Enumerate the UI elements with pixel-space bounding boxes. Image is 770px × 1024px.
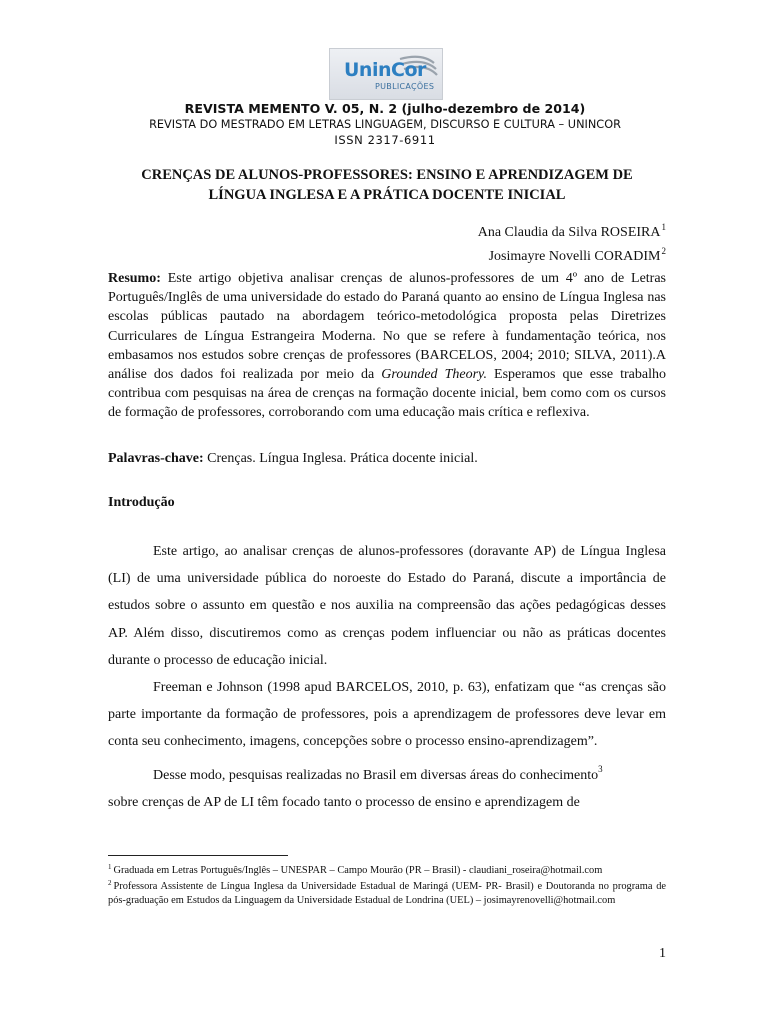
- footnote: [108, 877, 666, 907]
- footnotes: [108, 861, 666, 907]
- unincor-logo: [329, 48, 443, 100]
- author-list: [478, 218, 666, 266]
- footnote-ref[interactable]: 1: [661, 222, 666, 232]
- abstract: [108, 269, 666, 423]
- footnote-text: Professora Assistente de Língua Inglesa da Universidade Estadual de Maringá (UEM- PR- Brasil) e Doutoranda no programa de pós-graduação em Estudos da Linguagem da Universidade Estadual de Londrina (UEL) – josimayrenovelli@hotmail.com: [108, 881, 666, 906]
- article-title-line-1: CRENÇAS DE ALUNOS-PROFESSORES: ENSINO E APRENDIZAGEM DE: [141, 167, 633, 183]
- logo-text: UninCor: [344, 59, 426, 81]
- abstract-italic-term: Grounded Theory.: [381, 367, 487, 383]
- journal-subtitle: REVISTA DO MESTRADO EM LETRAS LINGUAGEM, DISCURSO E CULTURA – UNINCOR: [149, 118, 621, 131]
- journal-title: REVISTA MEMENTO V. 05, N. 2 (julho-dezembro de 2014): [184, 101, 586, 116]
- page-number: 1: [659, 946, 666, 961]
- keywords-label: Palavras-chave:: [108, 451, 204, 466]
- article-title-line-2: LÍNGUA INGLESA E A PRÁTICA DOCENTE INICIAL: [208, 187, 566, 203]
- footnote-ref[interactable]: 2: [661, 246, 666, 256]
- logo-subtext: PUBLICAÇÕES: [375, 82, 435, 91]
- footnote-number: 2: [108, 879, 112, 888]
- footnote-ref[interactable]: 3: [598, 763, 603, 774]
- paragraph-text: Desse modo, pesquisas realizadas no Brasil em diversas áreas do conhecimento: [153, 767, 599, 783]
- article-title: [108, 165, 666, 205]
- footnote: [108, 861, 666, 877]
- author: [478, 218, 666, 242]
- abstract-text-end: Esperamos que esse trabalho contribua com pesquisas na área de crenças na formação docente inicial, bem como com os cursos de formação de professores, corroborando com uma educação mais crítica e reflexiva.: [108, 367, 666, 421]
- abstract-text: Este artigo objetiva analisar crenças de alunos-professores de um 4º ano de Letras Português/Inglês de uma universidade do estado do Paraná quanto ao ensino de Língua Inglesa nas escolas públicas pautado na abordagem teórico-metodológica proposta pelas Diretrizes Curriculares de Língua Estrangeira Moderna. No que se refere à fundamentação teórica, nos embasamos nos estudos sobre crenças de professores (BARCELOS, 2004; 2010; SILVA, 2011).A análise dos dados foi realizada por meio da: [108, 271, 666, 383]
- section-heading: Introdução: [108, 495, 175, 510]
- author-name: Ana Claudia da Silva ROSEIRA: [477, 225, 661, 240]
- keywords: [108, 451, 666, 467]
- issn: ISSN 2317-6911: [334, 133, 436, 147]
- footnote-text: Graduada em Letras Português/Inglês – UNESPAR – Campo Mourão (PR – Brasil) - claudiani_roseira@hotmail.com: [113, 865, 603, 876]
- keywords-text: Crenças. Língua Inglesa. Prática docente inicial.: [203, 451, 478, 466]
- paragraph: Este artigo, ao analisar crenças de alunos-professores (doravante AP) de Língua Inglesa (LI) de uma universidade pública do noroeste do Estado do Paraná, discute a importância de estudos sobre o assunto em questão e nos auxilia na compreensão das ações pedagógicas desses AP. Além disso, discutiremos como as crenças podem influenciar ou não as práticas docentes durante o processo de educação inicial.: [108, 544, 666, 668]
- paragraph: sobre crenças de AP de LI têm focado tanto o processo de ensino e aprendizagem de: [108, 794, 580, 810]
- author: [478, 242, 666, 266]
- paragraph: [108, 756, 666, 789]
- abstract-label: Resumo:: [108, 271, 161, 286]
- author-name: Josimayre Novelli CORADIM: [488, 249, 661, 264]
- footnote-divider: [108, 855, 288, 856]
- footnote-number: 1: [108, 863, 112, 871]
- paragraph: Freeman e Johnson (1998 apud BARCELOS, 2010, p. 63), enfatizam que “as crenças são parte importante da formação de professores, pois a aprendizagem de professores deve levar em conta seu conhecimento, imagens, concepções sobre o processo ensino-aprendizagem”.: [108, 680, 666, 750]
- section-body: [108, 538, 666, 816]
